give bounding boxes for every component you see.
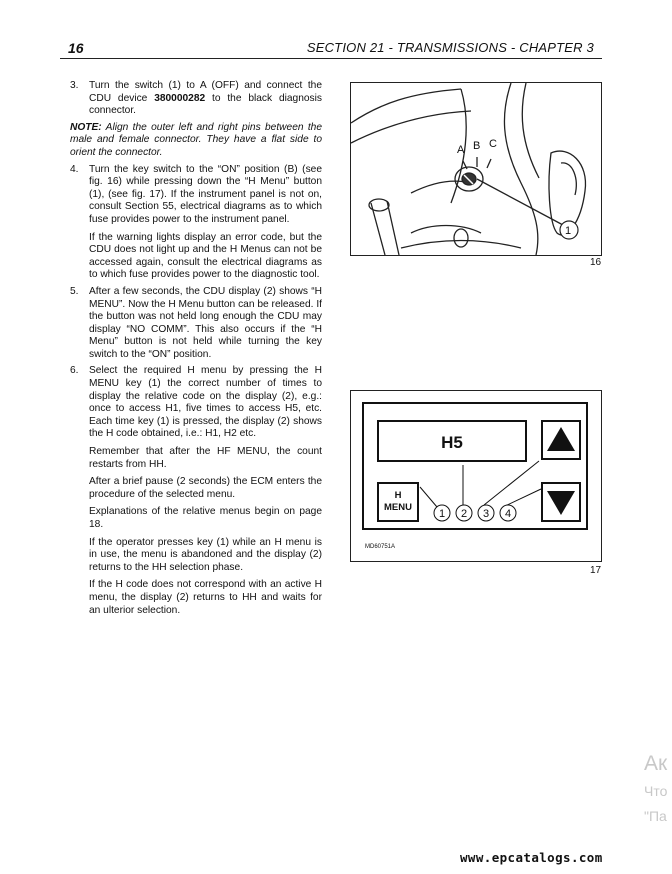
step-paragraph: If the H code does not correspond with an active H menu, the display (2) returns to HH and waits for an ulterior selection. — [89, 579, 322, 616]
step-6 — [70, 365, 322, 441]
key-switch-illustration — [351, 83, 601, 255]
step-5 — [70, 286, 322, 362]
step-text: Turn the key switch to the “ON” position (B) (see fig. 16) while pressing down the “H Menu” button (1), (see fig. 17). If the instrument panel is not on, consult Section 55, electrical diagrams as to which fuse provides power to the instrument panel. — [89, 163, 322, 225]
watermark-line-2: Что — [644, 783, 668, 799]
callout-4: 4 — [504, 508, 512, 520]
instructions-column — [70, 80, 322, 617]
page-number: 16 — [68, 40, 84, 56]
h-menu-label-line2: MENU — [384, 502, 412, 513]
switch-position-b: B — [473, 140, 481, 152]
cdu-diagram — [351, 391, 601, 561]
step-4 — [70, 164, 322, 227]
watermark-line-1: Ак — [644, 752, 668, 775]
figure-16-number: 16 — [590, 257, 602, 268]
page-header — [60, 38, 602, 59]
step-number: 5. — [70, 285, 79, 297]
display-code: H5 — [441, 433, 463, 452]
note-label: NOTE: — [70, 121, 102, 133]
step-text: After a few seconds, the CDU display (2) shows “H MENU”. Now the H Menu button can be released. If the button was not held long enough the CDU may display “NO COMM”. This also occurs if the “H Menu” button is not held while turning the key switch to the “ON” position. — [89, 285, 322, 360]
step-text: Turn the switch (1) to A (OFF) and connect the CDU device 380000282 to the black diagnosis connector. — [89, 80, 322, 117]
arrow-up-icon — [547, 427, 575, 451]
step-number: 4. — [70, 163, 79, 175]
callout-3: 3 — [482, 508, 490, 520]
step-paragraph: After a brief pause (2 seconds) the ECM enters the procedure of the selected menu. — [89, 476, 322, 500]
figure-16-key-switch — [350, 82, 602, 256]
step-number: 6. — [70, 365, 79, 377]
section-title: SECTION 21 - TRANSMISSIONS - CHAPTER 3 — [306, 40, 594, 55]
figure-code: MD60751A — [365, 544, 396, 550]
switch-position-a: A — [457, 144, 465, 156]
footer-url-link[interactable]: www.epcatalogs.com — [460, 850, 603, 865]
figure-17-number: 17 — [590, 565, 602, 576]
step-text: Select the required H menu by pressing the H MENU key (1) the correct number of times to display the relative code on the display (2), e.g.: once to access H1, five times to access H5, etc. Each time key (1) is pressed, the display (2) shows the H code obtained, i.e.: H1, H2 etc. — [89, 365, 322, 440]
watermark-line-3: "Па — [644, 808, 667, 824]
callout-1: 1 — [565, 225, 572, 237]
figure-17-cdu-panel — [350, 390, 602, 562]
note-text: Align the outer left and right pins between the male and female connector. They have a flat side to orient the connector. — [70, 121, 323, 158]
arrow-down-icon — [547, 491, 575, 515]
callout-2: 2 — [460, 508, 468, 520]
h-menu-label-line1: H — [394, 490, 402, 501]
step-paragraph: Remember that after the HF MENU, the count restarts from HH. — [89, 446, 322, 470]
step-number: 3. — [70, 80, 79, 91]
callout-1: 1 — [438, 508, 446, 520]
step-3 — [70, 80, 322, 118]
step-paragraph: Explanations of the relative menus begin on page 18. — [89, 506, 322, 530]
switch-position-c: C — [489, 138, 497, 150]
step-paragraph: If the operator presses key (1) while an H menu is in use, the menu is abandoned and the display (2) returns to the HH selection phase. — [89, 536, 322, 573]
note — [70, 122, 322, 160]
part-number: 380000282 — [154, 92, 206, 104]
step-paragraph: If the warning lights display an error code, but the CDU does not light up and the H Menus can not be accessed again, consult the electrical diagrams as to which fuse provides power to the diagnostic tool. — [89, 231, 322, 281]
